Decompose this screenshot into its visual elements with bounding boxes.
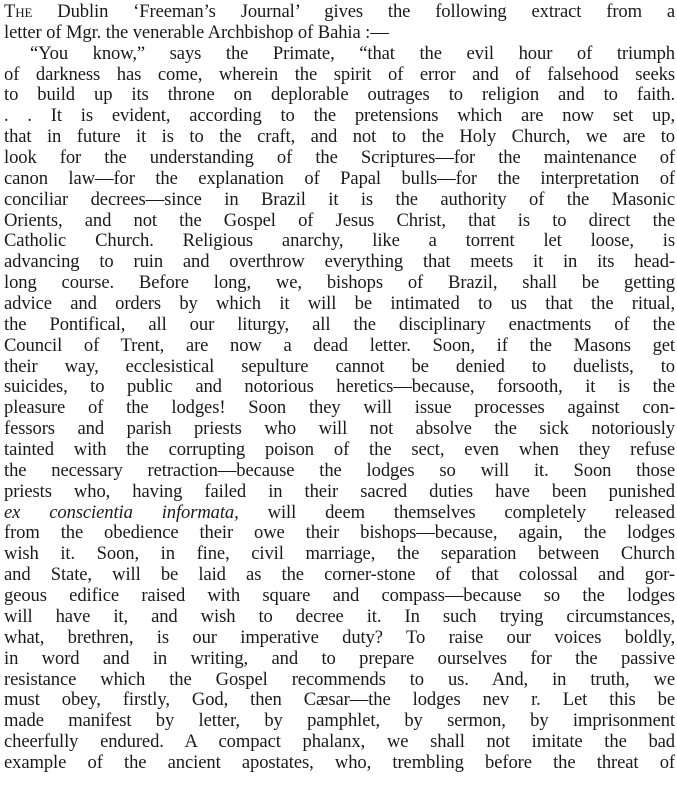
text-line	[4, 148, 675, 169]
line-text: look for the understanding of the Scriptures—for the maintenance of	[4, 147, 675, 169]
line-text: and State, will be laid as the corner-stone of that colossal and gor-	[4, 564, 675, 586]
text-line	[4, 357, 675, 378]
text-line	[4, 377, 675, 398]
text-line	[4, 461, 675, 482]
text-line	[4, 440, 675, 461]
text-line	[4, 231, 675, 252]
line-text: “You know,” says the Primate, “that the evil hour of triumph	[30, 42, 675, 64]
text-line	[4, 607, 675, 628]
line-text: priests who, having failed in their sacred duties have been punished	[4, 480, 675, 502]
text-line	[4, 398, 675, 419]
line-text: must obey, firstly, God, then Cæsar—the lodges nev r. Let this be	[4, 689, 675, 711]
line-text: cheerfully endured. A compact phalanx, we shall not imitate the bad	[4, 731, 675, 753]
text-line	[4, 44, 675, 65]
small-caps-word: The	[4, 1, 33, 22]
line-text: to build up its throne on deplorable outrages to religion and to faith.	[4, 84, 675, 106]
text-line	[4, 169, 675, 190]
line-text: Council of Trent, are now a dead letter. Soon, if the Masons get	[4, 334, 675, 356]
line-text: advancing to ruin and overthrow everything that meets it in its head-	[4, 251, 675, 273]
text-line	[4, 670, 675, 691]
text-line	[4, 106, 675, 127]
line-text: canon law—for the explanation of Papal bulls—for the interpretation of	[4, 167, 675, 189]
text-line	[4, 419, 675, 440]
text-line	[4, 2, 675, 23]
text-line	[4, 544, 675, 565]
line-text: that in future it is to the craft, and not to the Holy Church, we are to	[4, 126, 675, 148]
text-line	[4, 252, 675, 273]
line-text: suicides, to public and notorious heretics—because, forsooth, it is the	[4, 376, 675, 398]
text-line	[4, 628, 675, 649]
line-text: fessors and parish priests who will not absolve the sick notoriously	[4, 418, 675, 440]
newspaper-column	[4, 2, 675, 774]
line-text: conciliar decrees—since in Brazil it is the authority of the Masonic	[4, 188, 675, 210]
line-text: the Pontifical, all our liturgy, all the disciplinary enactments of the	[4, 313, 675, 335]
line-text: resistance which the Gospel recommends to us. And, in truth, we	[4, 668, 675, 690]
line-text: made manifest by letter, by pamphlet, by sermon, by imprisonment	[4, 710, 675, 732]
text-line	[4, 294, 675, 315]
line-text: Dublin ‘Freeman’s Journal’ gives the following extract from a	[32, 1, 675, 22]
line-text: of darkness has come, wherein the spirit of error and of falsehood seeks	[4, 63, 675, 85]
text-line	[4, 315, 675, 336]
text-line	[4, 336, 675, 357]
text-line	[4, 565, 675, 586]
line-text: geous edifice raised with square and compass—because so the lodges	[4, 585, 675, 607]
text-line	[4, 127, 675, 148]
text-line	[4, 649, 675, 670]
text-line	[4, 23, 675, 44]
line-text: pleasure of the lodges! Soon they will issue processes against con-	[4, 397, 675, 419]
text-line	[4, 711, 675, 732]
line-text: long course. Before long, we, bishops of Brazil, shall be getting	[4, 272, 675, 294]
line-text: will have it, and wish to decree it. In such trying circumstances,	[4, 605, 675, 627]
text-line	[4, 523, 675, 544]
line-text: from the obedience their owe their bishops—because, again, the lodges	[4, 522, 675, 544]
text-line	[4, 482, 675, 503]
line-text: advice and orders by which it will be intimated to us that the ritual,	[4, 293, 675, 315]
text-line	[4, 586, 675, 607]
line-text: . . It is evident, according to the pretensions which are now set up,	[4, 105, 675, 127]
text-line	[4, 190, 675, 211]
line-text-continued: will deem themselves completely released	[238, 501, 675, 523]
text-line	[4, 65, 675, 86]
text-line	[4, 690, 675, 711]
italic-phrase: ex conscientia informata,	[4, 501, 239, 523]
line-text: tainted with the corrupting poison of the sect, even when they refuse	[4, 439, 675, 461]
text-line	[4, 753, 675, 774]
text-line	[4, 732, 675, 753]
line-text: Catholic Church. Religious anarchy, like a torrent let loose, is	[4, 230, 675, 252]
line-text: Orients, and not the Gospel of Jesus Christ, that is to direct the	[4, 209, 675, 231]
line-text: wish it. Soon, in fine, civil marriage, the separation between Church	[4, 543, 675, 565]
line-text: in word and in writing, and to prepare ourselves for the passive	[4, 647, 675, 669]
text-line	[4, 503, 675, 524]
line-text: the necessary retraction—because the lodges so will it. Soon those	[4, 459, 675, 481]
text-line	[4, 85, 675, 106]
text-line	[4, 273, 675, 294]
line-text: what, brethren, is our imperative duty? To raise our voices boldly,	[4, 626, 675, 648]
text-line	[4, 211, 675, 232]
line-text: their way, ecclesistical sepulture cannot be denied to duelists, to	[4, 355, 675, 377]
line-text: example of the ancient apostates, who, trembling before the threat of	[4, 751, 675, 773]
line-text: letter of Mgr. the venerable Archbishop of Bahia :—	[4, 21, 389, 43]
